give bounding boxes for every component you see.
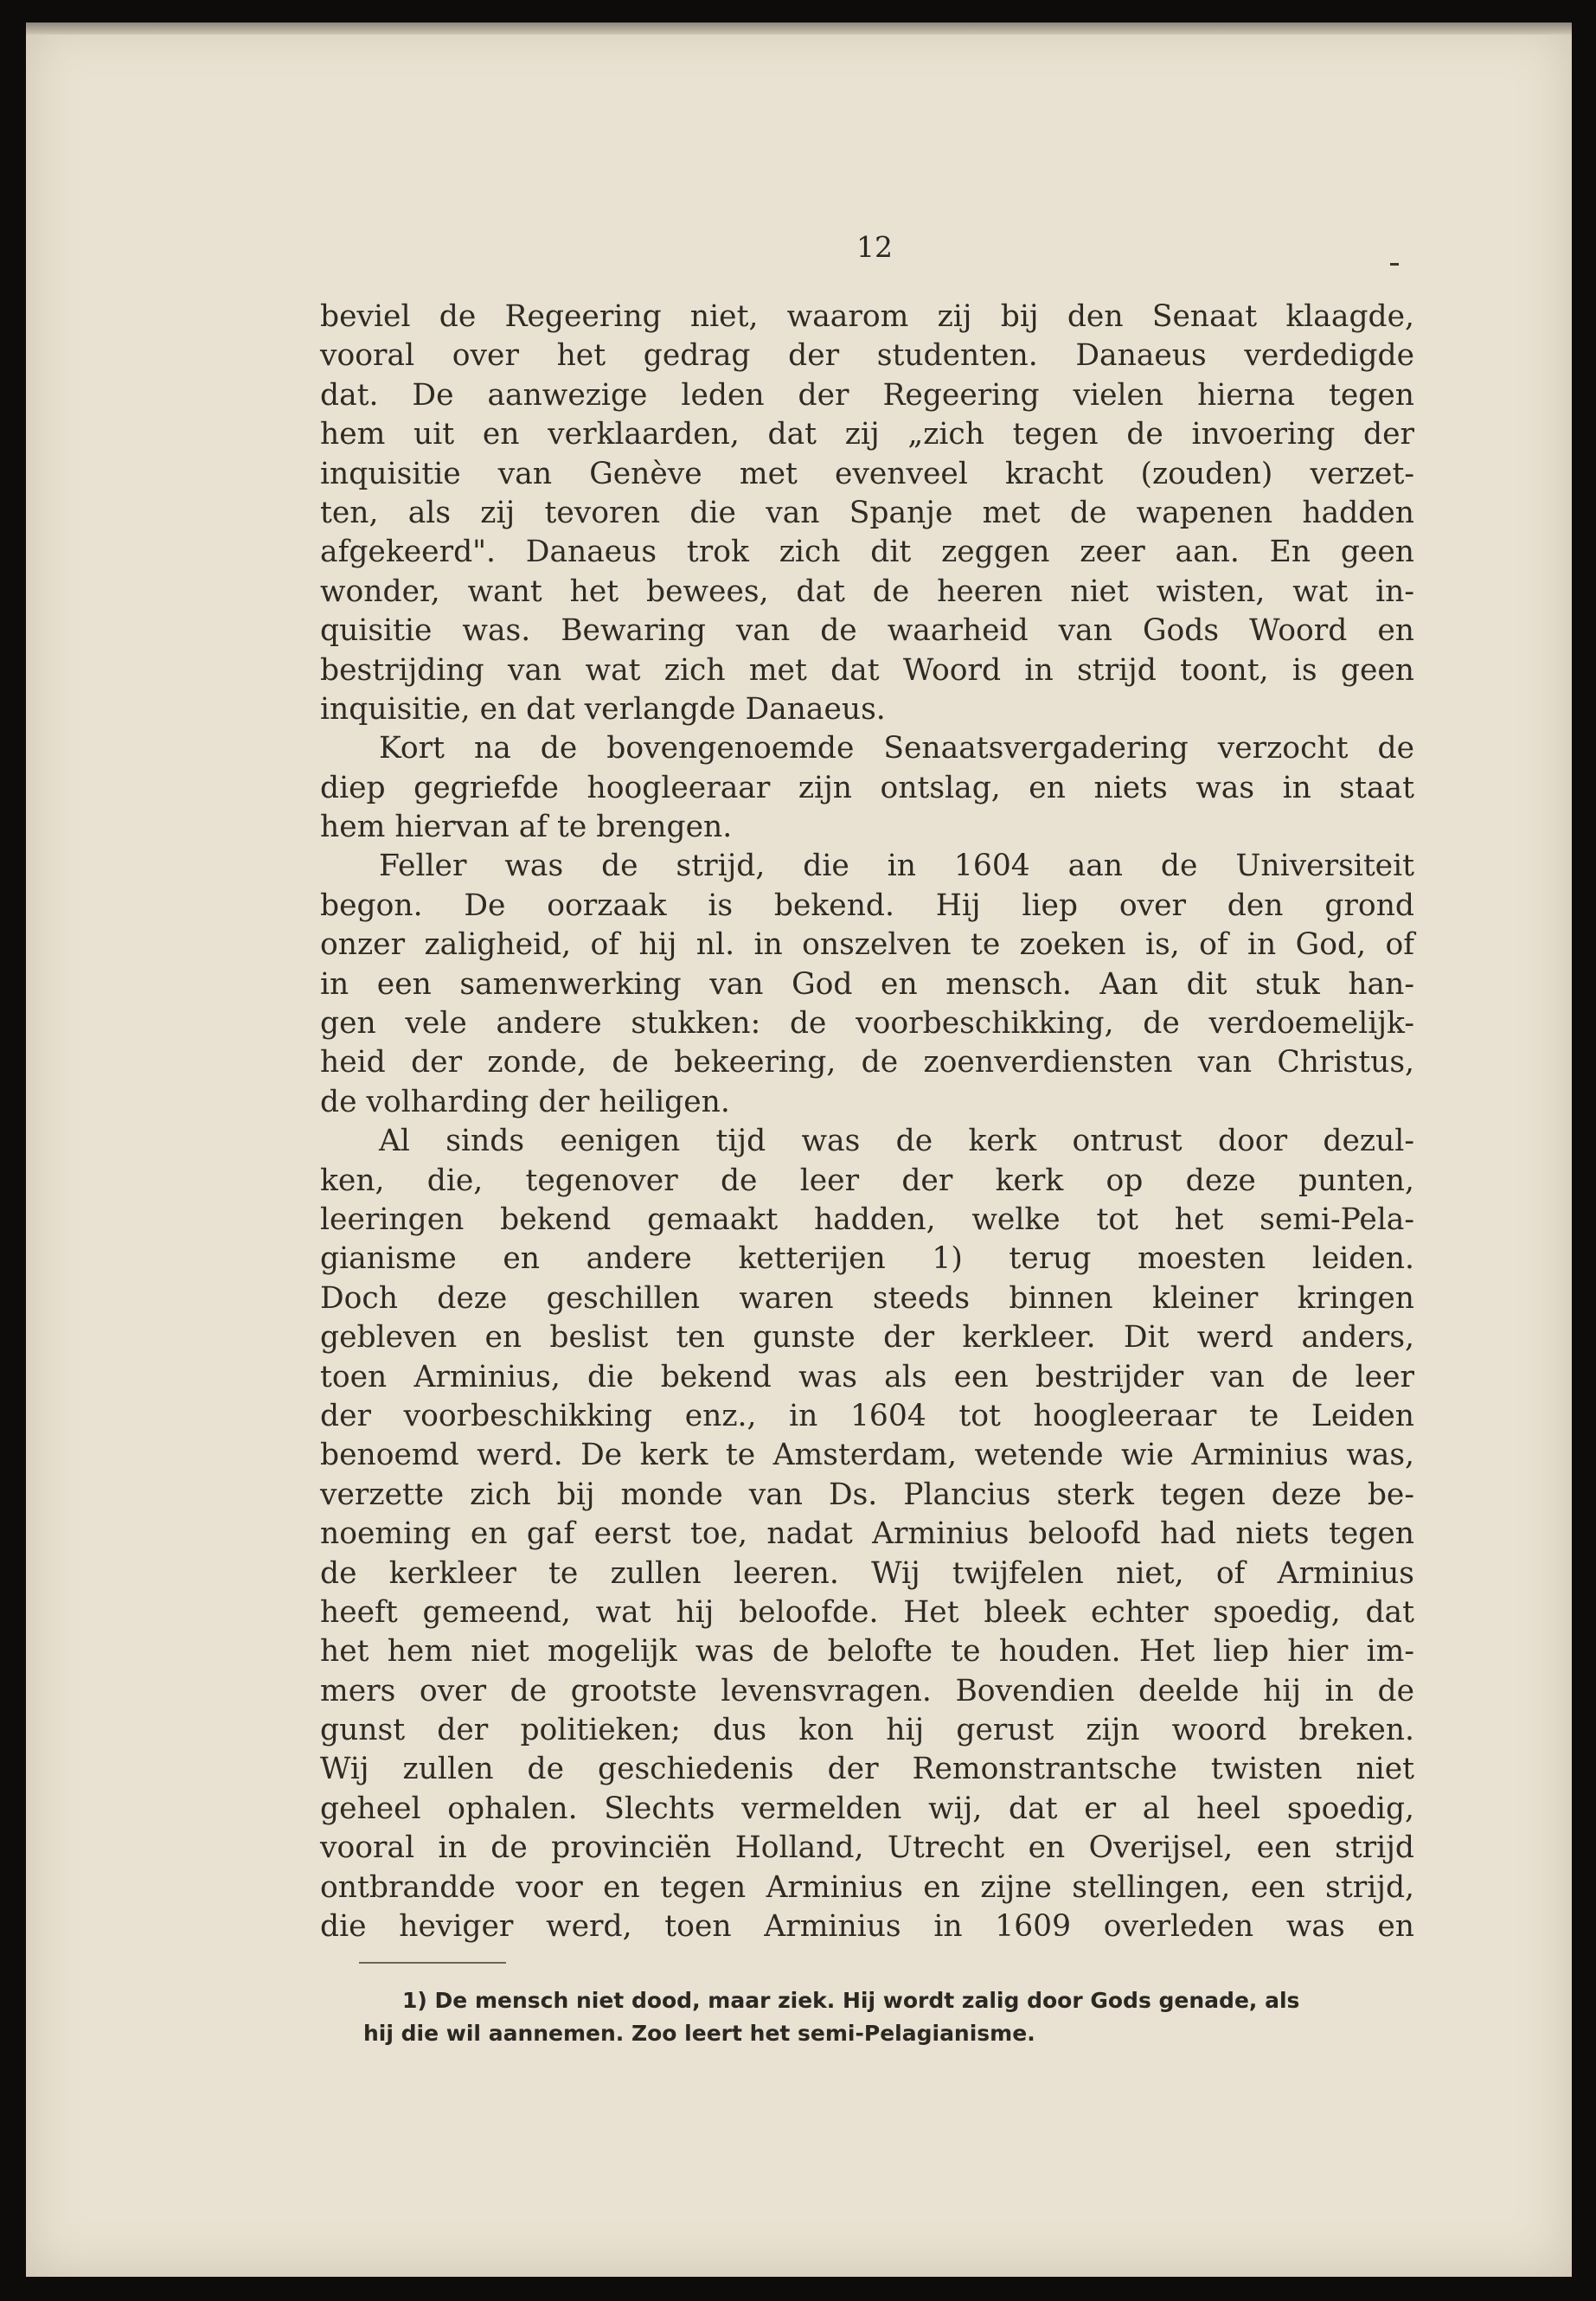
text-line: in een samenwerking van God en mensch. Aan dit stuk han-: [320, 966, 1414, 1002]
text-line: wonder, want het bewees, dat de heeren niet wisten, wat in-: [320, 574, 1414, 609]
footnote: [363, 1984, 1401, 2050]
document-page: [26, 22, 1572, 2277]
text-line: vooral over het gedrag der studenten. Danaeus verdedigde: [320, 338, 1414, 374]
text-line: inquisitie, en dat verlangde Danaeus.: [320, 691, 886, 727]
body-text: [320, 298, 1414, 1946]
text-line: het hem niet mogelijk was de belofte te houden. Het liep hier im-: [320, 1634, 1414, 1670]
text-line: gianisme en andere ketterijen 1) terug moesten leiden.: [320, 1241, 1414, 1277]
text-line: begon. De oorzaak is bekend. Hij liep over den grond: [320, 888, 1414, 923]
text-line: gebleven en beslist ten gunste der kerkleer. Dit werd anders,: [320, 1320, 1414, 1356]
footnote-text-1: De mensch niet dood, maar ziek. Hij wordt zalig door Gods genade, als: [434, 1988, 1300, 2013]
text-line: toen Arminius, die bekend was als een bestrijder van de leer: [320, 1359, 1414, 1394]
text-line: afgekeerd". Danaeus trok zich dit zeggen zeer aan. En geen: [320, 535, 1414, 570]
text-line: ontbrandde voor en tegen Arminius en zijne stellingen, een strijd,: [320, 1869, 1414, 1905]
text-line: gen vele andere stukken: de voorbeschikking, de verdoemelijk-: [320, 1006, 1414, 1042]
text-line: mers over de grootste levensvragen. Bovendien deelde hij in de: [320, 1673, 1414, 1708]
text-line: dat. De aanwezige leden der Regeering vielen hierna tegen: [320, 377, 1414, 413]
footnote-line-2: hij die wil aannemen. Zoo leert het semi-Pelagianisme.: [363, 2021, 1035, 2046]
text-line: Doch deze geschillen waren steeds binnen kleiner kringen: [320, 1280, 1414, 1316]
text-line: beviel de Regeering niet, waarom zij bij den Senaat klaagde,: [320, 299, 1414, 334]
text-line: leeringen bekend gemaakt hadden, welke tot het semi-Pela-: [320, 1202, 1414, 1237]
text-line: noeming en gaf eerst toe, nadat Arminius beloofd had niets tegen: [320, 1516, 1414, 1552]
footnote-marker: 1): [402, 1988, 427, 2013]
text-line: benoemd werd. De kerk te Amsterdam, wetende wie Arminius was,: [320, 1438, 1414, 1473]
text-line: Wij zullen de geschiedenis der Remonstrantsche twisten niet: [320, 1752, 1414, 1787]
text-line: vooral in de provinciën Holland, Utrecht en Overijsel, een strijd: [320, 1830, 1414, 1866]
text-line: verzette zich bij monde van Ds. Plancius sterk tegen deze be-: [320, 1477, 1414, 1512]
text-line: ken, die, tegenover de leer der kerk op deze punten,: [320, 1163, 1414, 1198]
text-line: ten, als zij tevoren die van Spanje met de wapenen hadden: [320, 495, 1414, 530]
page-top-edge: [26, 22, 1572, 35]
text-line: Feller was de strijd, die in 1604 aan de Universiteit: [379, 849, 1414, 884]
text-line: hem hiervan af te brengen.: [320, 810, 733, 845]
text-line: inquisitie van Genève met evenveel kracht (zouden) verzet-: [320, 456, 1414, 491]
text-line: diep gegriefde hoogleeraar zijn ontslag, en niets was in staat: [320, 770, 1414, 805]
text-line: heeft gemeend, wat hij beloofde. Het bleek echter spoedig, dat: [320, 1594, 1414, 1630]
text-line: onzer zaligheid, of hij nl. in onszelven te zoeken is, of in God, of: [320, 927, 1414, 963]
text-line: heid der zonde, de bekeering, de zoenverdiensten van Christus,: [320, 1045, 1414, 1080]
text-line: Al sinds eenigen tijd was de kerk ontrust door dezul-: [379, 1124, 1414, 1159]
text-line: der voorbeschikking enz., in 1604 tot hoogleeraar te Leiden: [320, 1398, 1414, 1433]
text-line: hem uit en verklaarden, dat zij „zich tegen de invoering der: [320, 417, 1414, 452]
text-line: gunst der politieken; dus kon hij gerust zijn woord breken.: [320, 1713, 1414, 1748]
text-line: quisitie was. Bewaring van de waarheid van Gods Woord en: [320, 613, 1414, 649]
print-mark: [1390, 263, 1399, 266]
footnote-rule: [359, 1962, 506, 1964]
text-line: de kerkleer te zullen leeren. Wij twijfelen niet, of Arminius: [320, 1555, 1414, 1591]
page-number: 12: [856, 230, 893, 264]
text-line: geheel ophalen. Slechts vermelden wij, dat er al heel spoedig,: [320, 1791, 1414, 1826]
text-line: die heviger werd, toen Arminius in 1609 overleden was en: [320, 1909, 1414, 1945]
footnote-line-1: [363, 1984, 1401, 2017]
text-line: bestrijding van wat zich met dat Woord in strijd toont, is geen: [320, 652, 1414, 688]
text-line: de volharding der heiligen.: [320, 1084, 730, 1119]
text-line: Kort na de bovengenoemde Senaatsvergadering verzocht de: [379, 731, 1414, 766]
